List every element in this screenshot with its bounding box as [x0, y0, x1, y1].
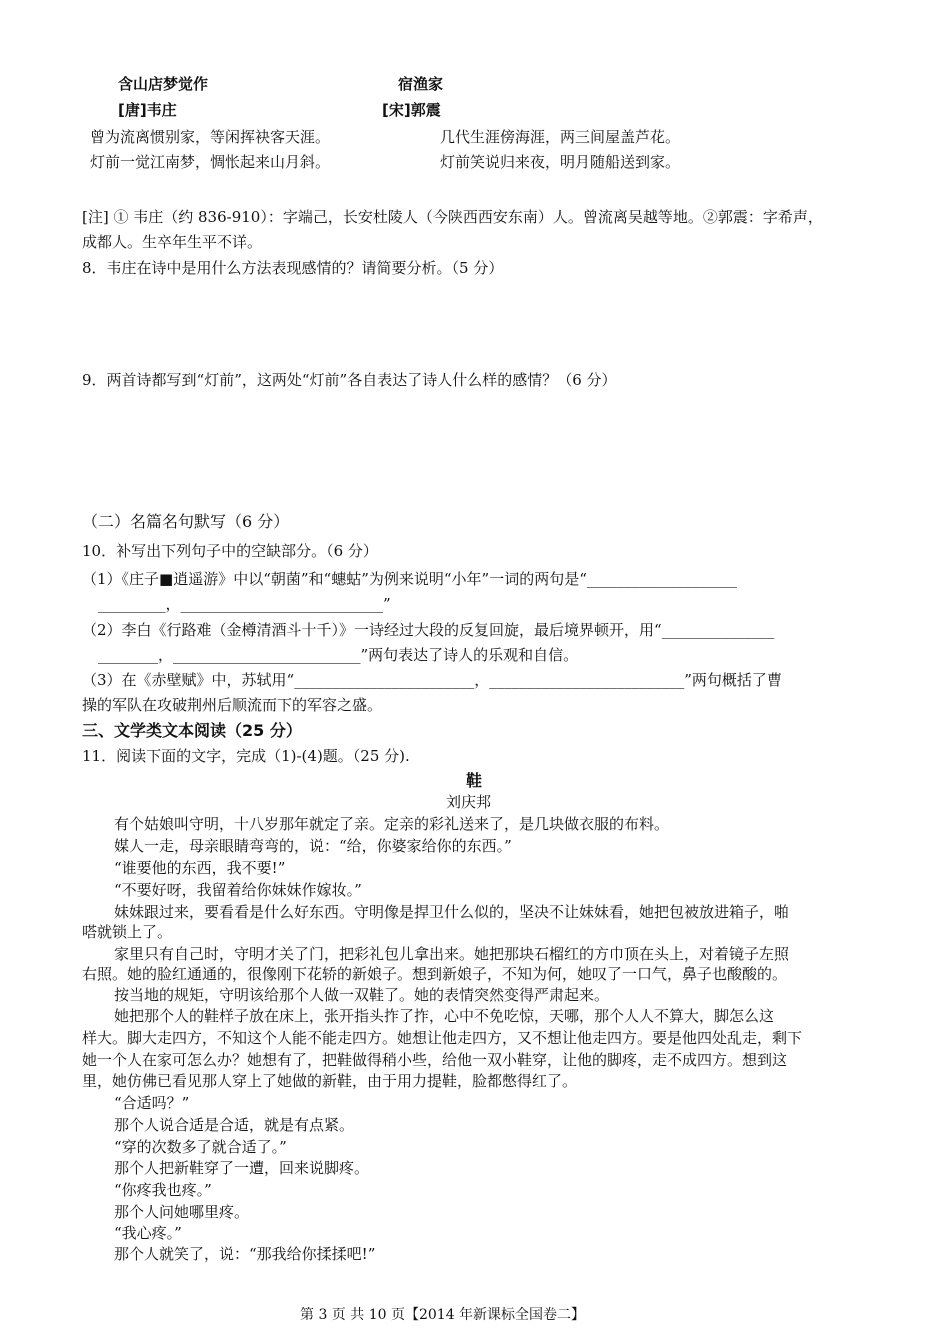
story-title: 鞋	[466, 771, 483, 790]
poem-left-author: [唐]韦庄	[118, 101, 177, 119]
q10-item-line: （1）《庄子■逍遥游》中以“朝菌”和“蟪蛄”为例来说明“小年”一词的两句是“____________________	[82, 570, 737, 588]
section-2-title: （二）名篇名句默写（6 分）	[82, 512, 290, 531]
story-line: 她一个人在家可怎么办？她想有了，把鞋做得稍小些，给他一双小鞋穿，让他的脚疼，走不成四方。想到这	[82, 1051, 788, 1069]
story-line: 媒人一走，母亲眼睛弯弯的，说：“给，你婆家给你的东西。”	[114, 837, 512, 855]
story-line: 那个人就笑了，说：“那我给你揉揉吧!”	[114, 1245, 376, 1263]
section-3-title: 三、文学类文本阅读（25 分）	[82, 721, 302, 740]
story-author: 刘庆邦	[446, 793, 492, 811]
note-line: 成都人。生卒年生平不详。	[82, 233, 263, 251]
story-line: “你疼我也疼。”	[114, 1181, 212, 1199]
story-line: 那个人把新鞋穿了一遭，回来说脚疼。	[114, 1159, 370, 1177]
story-line: 妹妹跟过来，要看看是什么好东西。守明像是捍卫什么似的，坚决不让妹妹看，她把包被放进箱子，啪	[114, 903, 790, 921]
story-line: 嗒就锁上了。	[82, 923, 173, 941]
q10-item-line: _________，___________________________”	[98, 595, 391, 613]
story-line: 那个人说合适是合适，就是有点紧。	[114, 1116, 355, 1134]
q10-item-line: （2）李白《行路难（金樽清酒斗十千）》一诗经过大段的反复回旋，最后境界顿开，用“_______________	[82, 621, 775, 639]
story-line: 按当地的规矩，守明该给那个人做一双鞋了。她的表情突然变得严肃起来。	[114, 986, 610, 1004]
story-line: 家里只有自己时，守明才关了门，把彩礼包儿拿出来。她把那块石榴红的方巾顶在头上，对着镜子左照	[114, 945, 790, 963]
q10-item-line: （3）在《赤壁赋》中，苏轼用“________________________，__________________________”两句概括了曹	[82, 671, 782, 689]
poem-left-line: 灯前一觉江南梦，惆怅起来山月斜。	[90, 153, 331, 171]
poem-right-line: 灯前笑说归来夜，明月随船送到家。	[440, 153, 681, 171]
story-line: 样大。脚大走四方，不知这个人能不能走四方。她想让他走四方，又不想让他走四方。要是他四处乱走，剩下	[82, 1029, 803, 1047]
note-line: [注] ① 韦庄（约 836-910）：字端己，长安杜陵人（今陕西西安东南）人。曾流离吴越等地。②郭震：字希声，	[82, 208, 823, 226]
poem-left-line: 曾为流离惯别家，等闲挥袂客天涯。	[90, 128, 331, 146]
story-line: 她把那个人的鞋样子放在床上，张开指头拃了拃，心中不免吃惊，天哪，那个人人不算大，脚怎么这	[114, 1007, 775, 1025]
question-11: 11．阅读下面的文字，完成（1)-(4)题。（25 分).	[82, 747, 410, 765]
question-8: 8．韦庄在诗中是用什么方法表现感情的？请简要分析。（5 分）	[82, 259, 504, 277]
q10-item-line: 操的军队在攻破荆州后顺流而下的军容之盛。	[82, 696, 383, 714]
poem-right-author: [宋]郭震	[382, 101, 441, 119]
question-9: 9．两首诗都写到“灯前”，这两处“灯前”各自表达了诗人什么样的感情？（6 分）	[82, 371, 617, 389]
poem-right-line: 几代生涯傍海涯，两三间屋盖芦花。	[440, 128, 681, 146]
story-line: “我心疼。”	[114, 1224, 182, 1242]
story-line: 右照。她的脸红通通的，很像刚下花轿的新娘子。想到新娘子，不知为何，她叹了一口气，鼻子也酸酸的。	[82, 965, 788, 983]
story-line: “不要好呀，我留着给你妹妹作嫁妆。”	[114, 881, 362, 899]
page-footer: 第 3 页 共 10 页【2014 年新课标全国卷二】	[300, 1307, 586, 1323]
story-line: 那个人问她哪里疼。	[114, 1203, 250, 1221]
story-line: “合适吗？”	[114, 1094, 190, 1112]
story-line: “穿的次数多了就合适了。”	[114, 1138, 287, 1156]
story-line: “谁要他的东西，我不要!”	[114, 859, 286, 877]
q10-item-line: ________，_________________________”两句表达了诗人的乐观和自信。	[98, 646, 579, 664]
question-10: 10．补写出下列句子中的空缺部分。（6 分）	[82, 542, 378, 560]
poem-left-title: 含山店梦觉作	[118, 75, 209, 93]
poem-right-title: 宿渔家	[398, 75, 444, 93]
story-line: 有个姑娘叫守明，十八岁那年就定了亲。定亲的彩礼送来了，是几块做衣服的布料。	[114, 815, 670, 833]
story-line: 里，她仿佛已看见那人穿上了她做的新鞋，由于用力提鞋，脸都憋得红了。	[82, 1072, 578, 1090]
